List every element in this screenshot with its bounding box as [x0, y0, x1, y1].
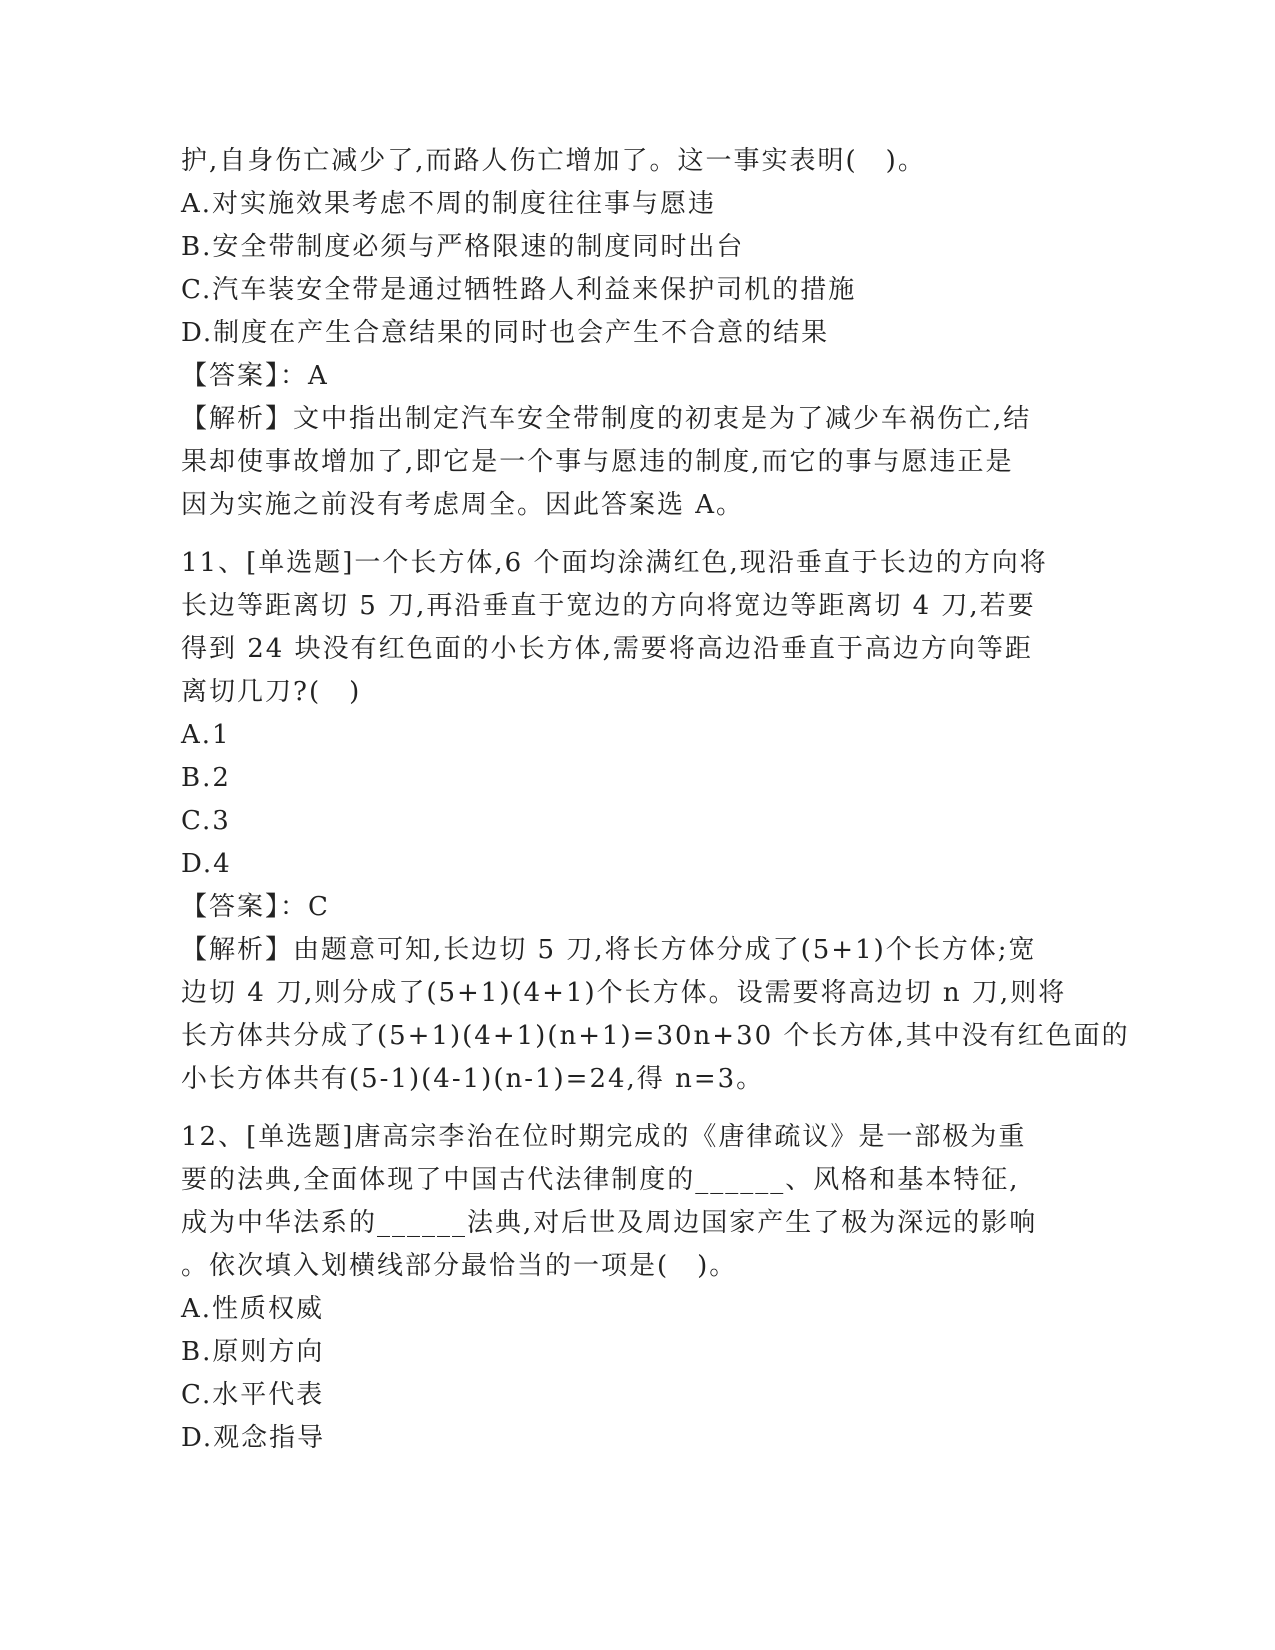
- analysis-line: 因为实施之前没有考虑周全。因此答案选 A。: [181, 490, 745, 520]
- option-a: A.对实施效果考虑不周的制度往往事与愿违: [181, 189, 717, 219]
- question-stem-line: 。依次填入划横线部分最恰当的一项是( )。: [181, 1251, 738, 1281]
- spacer: [181, 527, 1081, 542]
- answer-line: 【答案】：C: [181, 892, 330, 922]
- option-b: B.安全带制度必须与严格限速的制度同时出台: [181, 232, 745, 262]
- option-c: C.汽车装安全带是通过牺牲路人利益来保护司机的措施: [181, 275, 857, 305]
- option-d: D.观念指导: [181, 1423, 326, 1453]
- option-d: D.制度在产生合意结果的同时也会产生不合意的结果: [181, 318, 830, 348]
- analysis-line: 【解析】文中指出制定汽车安全带制度的初衷是为了减少车祸伤亡,结: [181, 404, 1032, 434]
- analysis-line: 长方体共分成了(5+1)(4+1)(n+1)=30n+30 个长方体,其中没有红色面的: [181, 1021, 1130, 1051]
- question-stem-line: 要的法典,全面体现了中国古代法律制度的______、风格和基本特征,: [181, 1165, 1020, 1195]
- question-stem-line: 12、[单选题]唐高宗李治在位时期完成的《唐律疏议》是一部极为重: [181, 1122, 1027, 1152]
- analysis-line: 【解析】由题意可知,长边切 5 刀,将长方体分成了(5+1)个长方体;宽: [181, 935, 1037, 965]
- option-a: A.1: [181, 720, 231, 750]
- question-stem-line: 护,自身伤亡减少了,而路人伤亡增加了。这一事实表明( )。: [181, 146, 926, 176]
- question-12: [181, 1116, 1081, 1460]
- analysis-line: 边切 4 刀,则分成了(5+1)(4+1)个长方体。设需要将高边切 n 刀,则将: [181, 978, 1067, 1008]
- question-stem-line: 长边等距离切 5 刀,再沿垂直于宽边的方向将宽边等距离切 4 刀,若要: [181, 591, 1036, 621]
- option-d: D.4: [181, 849, 232, 879]
- option-a: A.性质权威: [181, 1294, 325, 1324]
- question-stem-line: 成为中华法系的______法典,对后世及周边国家产生了极为深远的影响: [181, 1208, 1038, 1238]
- option-c: C.3: [181, 806, 231, 836]
- question-11: [181, 542, 1130, 1101]
- analysis-line: 果却使事故增加了,即它是一个事与愿违的制度,而它的事与愿违正是: [181, 447, 1014, 477]
- question-10: [181, 140, 1081, 527]
- question-stem-line: 离切几刀?( ): [181, 677, 362, 707]
- exam-page: [181, 140, 1130, 1460]
- spacer: [181, 1101, 1081, 1116]
- option-c: C.水平代表: [181, 1380, 325, 1410]
- option-b: B.原则方向: [181, 1337, 325, 1367]
- analysis-line: 小长方体共有(5-1)(4-1)(n-1)=24,得 n=3。: [181, 1064, 765, 1094]
- answer-line: 【答案】：A: [181, 361, 329, 391]
- option-b: B.2: [181, 763, 231, 793]
- question-stem-line: 11、[单选题]一个长方体,6 个面均涂满红色,现沿垂直于长边的方向将: [181, 548, 1048, 578]
- question-stem-line: 得到 24 块没有红色面的小长方体,需要将高边沿垂直于高边方向等距: [181, 634, 1033, 664]
